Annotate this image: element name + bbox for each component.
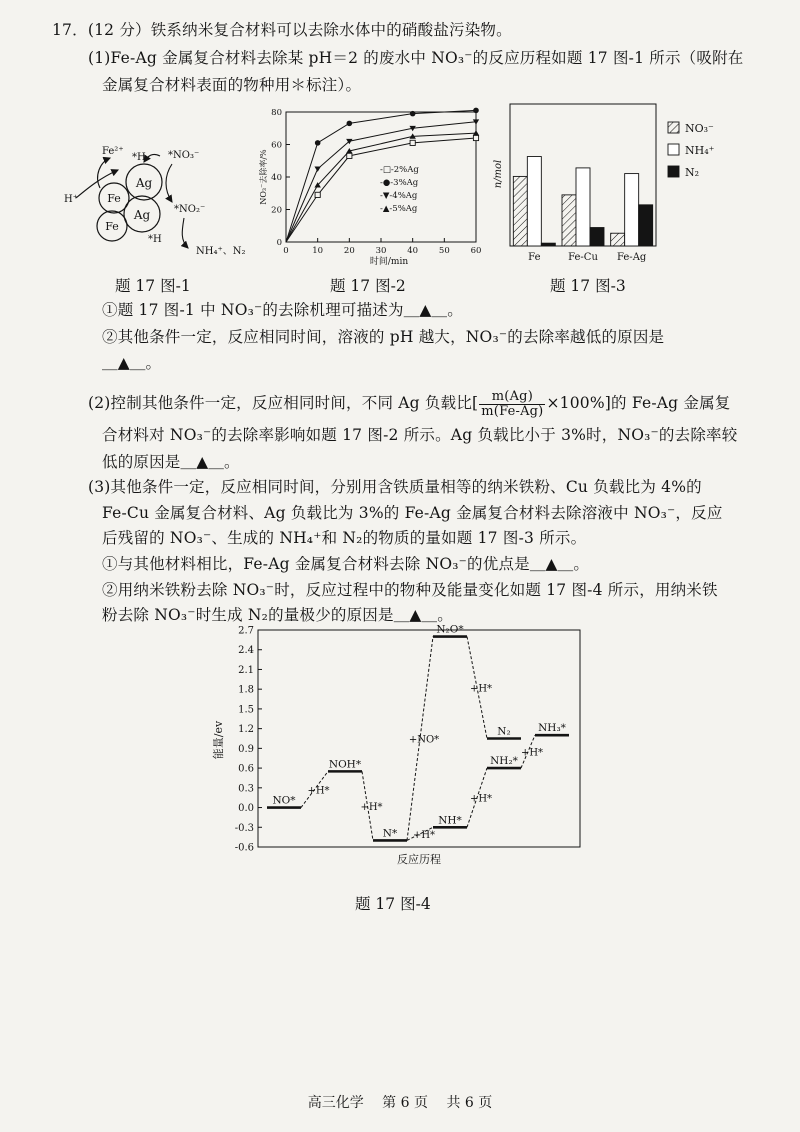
fig4-ylabel: 能量/ev	[212, 720, 225, 760]
fig4-step-label: +H*	[307, 785, 330, 797]
fig4-ytick-label: -0.3	[234, 822, 254, 834]
h-star-top-label: *H	[132, 152, 146, 163]
load-ratio-fraction	[479, 390, 545, 419]
fig2-xtick-label: 10	[312, 246, 324, 256]
figure-2-chart	[254, 102, 486, 274]
fig3-category-label: Fe-Ag	[617, 252, 647, 263]
fig4-step-label: +NO*	[408, 734, 440, 746]
fig3-legend-label: N₂	[685, 166, 700, 179]
no2-star-label: *NO₂⁻	[174, 204, 206, 215]
fig3-bar-Fe-Ag-0	[611, 233, 625, 246]
fig3-ylabel: n/mol	[493, 159, 504, 189]
fig2-ytick-label: 20	[271, 205, 282, 216]
fig3-bar-Fe-Ag-2	[639, 205, 653, 246]
fig3-bar-Fe-Cu-1	[576, 168, 590, 246]
figure-4-energy-profile	[205, 625, 600, 873]
figure-3-caption: 题 17 图-3	[550, 277, 626, 295]
fig2-data-point	[314, 166, 320, 171]
fig3-legend-swatch	[668, 144, 679, 155]
question-3-line3: 后残留的 NO₃⁻、生成的 NH₄⁺和 N₂的物质的量如题 17 图-3 所示。	[102, 529, 587, 547]
fig2-xtick-label: 20	[343, 246, 355, 256]
fe-label-b: Fe	[105, 220, 119, 233]
fig3-bar-Fe-0	[513, 176, 527, 246]
fig2-data-point	[347, 153, 352, 158]
question-2-line1	[88, 386, 731, 420]
fig4-species-label: NH*	[438, 814, 462, 827]
ag-label-b: Ag	[133, 208, 151, 222]
question-3-1: ①与其他材料相比，Fe-Ag 金属复合材料去除 NO₃⁻的优点是＿▲＿。	[102, 555, 590, 573]
fig4-step-label: +H*	[360, 801, 383, 813]
fig2-data-point	[347, 121, 353, 127]
no3-star-label: *NO₃⁻	[168, 150, 200, 161]
fig4-xlabel: 反应历程	[397, 853, 441, 866]
fig3-legend-label: NH₄⁺	[685, 144, 715, 157]
fig4-ytick-label: 2.7	[238, 625, 254, 637]
fig2-ytick-label: 40	[271, 173, 282, 183]
fig4-species-label: NH₃*	[538, 722, 566, 735]
fig4-ytick-label: 0.3	[238, 783, 254, 795]
fig4-species-label: N₂	[497, 725, 511, 738]
fig2-ylabel: NO₃⁻去除率/%	[259, 149, 268, 205]
fig4-step-label: +H*	[469, 683, 493, 695]
fig2-data-point	[473, 135, 478, 140]
question-1-1: ①题 17 图-1 中 NO₃⁻的去除机理可描述为＿▲＿。	[102, 301, 463, 319]
q2-text-before: (2)控制其他条件一定，反应相同时间，不同 Ag 负载比[	[88, 394, 479, 412]
fraction-denominator: m(Fe-Ag)	[481, 403, 544, 419]
figure-4-caption: 题 17 图-4	[355, 895, 431, 913]
fig4-ytick-label: 2.1	[238, 664, 254, 676]
question-1-2-line1: ②其他条件一定，反应相同时间，溶液的 pH 越大，NO₃⁻的去除率越低的原因是	[102, 328, 665, 346]
fig2-legend-entry: -▼-4%Ag	[380, 191, 418, 201]
fig4-species-label: N*	[382, 827, 398, 840]
fig3-category-label: Fe-Cu	[568, 252, 598, 263]
fig4-species-label: NO*	[272, 794, 296, 807]
fig2-ytick-label: 60	[271, 140, 282, 151]
fig3-legend-swatch	[668, 166, 679, 177]
question-1-2-line2: ＿▲＿。	[102, 354, 162, 372]
fig3-bar-Fe-Ag-1	[625, 174, 639, 246]
fig4-step-label: +H*	[520, 747, 544, 759]
fig3-bar-Fe-Cu-0	[562, 195, 576, 246]
h-star-bottom-label: *H	[148, 234, 162, 245]
fe-label-a: Fe	[107, 192, 121, 205]
fig2-data-point	[315, 140, 321, 146]
ag-label-a: Ag	[135, 176, 153, 190]
fig4-step-label: +H*	[412, 829, 436, 841]
fig2-ytick-label: 80	[271, 108, 282, 118]
fig2-ytick-label: 0	[276, 238, 282, 248]
fig4-ytick-label: 1.8	[238, 684, 254, 696]
fig2-xlabel: 时间/min	[369, 257, 409, 267]
fig4-species-label: N₂O*	[436, 625, 464, 636]
fig2-xtick-label: 40	[407, 246, 419, 256]
fig4-species-label: NH₂*	[490, 755, 518, 768]
fig3-bar-Fe-Cu-2	[590, 228, 604, 246]
fig4-ytick-label: -0.6	[234, 842, 254, 854]
products-label: NH₄⁺、N₂	[196, 246, 246, 257]
fig3-bar-Fe-2	[541, 243, 555, 246]
figure-2-caption: 题 17 图-2	[330, 277, 406, 295]
fig2-xtick-label: 50	[438, 246, 450, 256]
question-2-line3: 低的原因是＿▲＿。	[102, 453, 240, 471]
fig2-data-point	[410, 140, 415, 145]
fig4-ytick-label: 2.4	[238, 645, 254, 657]
part1-line1: (1)Fe-Ag 金属复合材料去除某 pH＝2 的废水中 NO₃⁻的反应历程如题 17 图-1 所示（吸附在	[88, 49, 744, 67]
fig3-legend-swatch	[668, 122, 679, 133]
fig4-ytick-label: 0.6	[238, 763, 254, 775]
fig4-ytick-label: 0.0	[238, 803, 254, 815]
fig3-bar-Fe-1	[527, 157, 541, 246]
q2-text-after: ×100%]的 Fe-Ag 金属复	[546, 394, 731, 412]
fig2-data-point	[410, 111, 416, 117]
fig2-xtick-label: 60	[470, 246, 482, 256]
fig4-ytick-label: 1.5	[238, 704, 254, 716]
fig3-category-label: Fe	[528, 252, 541, 263]
fig4-species-label: NOH*	[328, 758, 362, 771]
fig3-legend-label: NO₃⁻	[685, 122, 714, 135]
page-footer: 高三化学 第 6 页 共 6 页	[307, 1095, 493, 1111]
figure-3-chart	[488, 102, 743, 268]
question-3-2-line2: 粉去除 NO₃⁻时生成 N₂的量极少的原因是＿▲＿。	[102, 606, 453, 624]
fe2-label: Fe²⁺	[102, 146, 124, 157]
question-header: 17．(12 分）铁系纳米复合材料可以去除水体中的硝酸盐污染物。	[52, 21, 512, 39]
question-3-2-line1: ②用纳米铁粉去除 NO₃⁻时，反应过程中的物种及能量变化如题 17 图-4 所示，用纳米铁	[102, 581, 718, 599]
fraction-numerator: m(Ag)	[479, 390, 545, 405]
fig2-xtick-label: 30	[375, 246, 387, 256]
figure-1-mechanism	[60, 130, 265, 270]
fig2-xtick-label: 0	[283, 246, 289, 256]
fig2-legend-entry: -□-2%Ag	[380, 165, 419, 175]
fig4-step-label: +H*	[469, 793, 493, 805]
fig4-ytick-label: 0.9	[238, 743, 254, 755]
h-plus-label: H⁺	[64, 194, 78, 205]
fig2-legend-entry: -●-3%Ag	[380, 178, 419, 188]
fig4-ytick-label: 1.2	[238, 724, 254, 736]
fig2-legend-entry: -▲-5%Ag	[380, 204, 418, 214]
question-3-line1: (3)其他条件一定，反应相同时间，分别用含铁质量相等的纳米铁粉、Cu 负载比为 4%的	[88, 478, 702, 496]
question-2-line2: 合材料对 NO₃⁻的去除率影响如题 17 图-2 所示。Ag 负载比小于 3%时，NO₃⁻的去除率较	[102, 426, 738, 444]
question-3-line2: Fe-Cu 金属复合材料、Ag 负载比为 3%的 Fe-Ag 金属复合材料去除溶液中 NO₃⁻，反应	[102, 504, 723, 522]
part1-line2: 金属复合材料表面的物种用＊标注）。	[102, 76, 362, 94]
figure-1-caption: 题 17 图-1	[115, 277, 191, 295]
fig2-data-point	[473, 108, 479, 114]
fig2-data-point	[315, 192, 320, 197]
